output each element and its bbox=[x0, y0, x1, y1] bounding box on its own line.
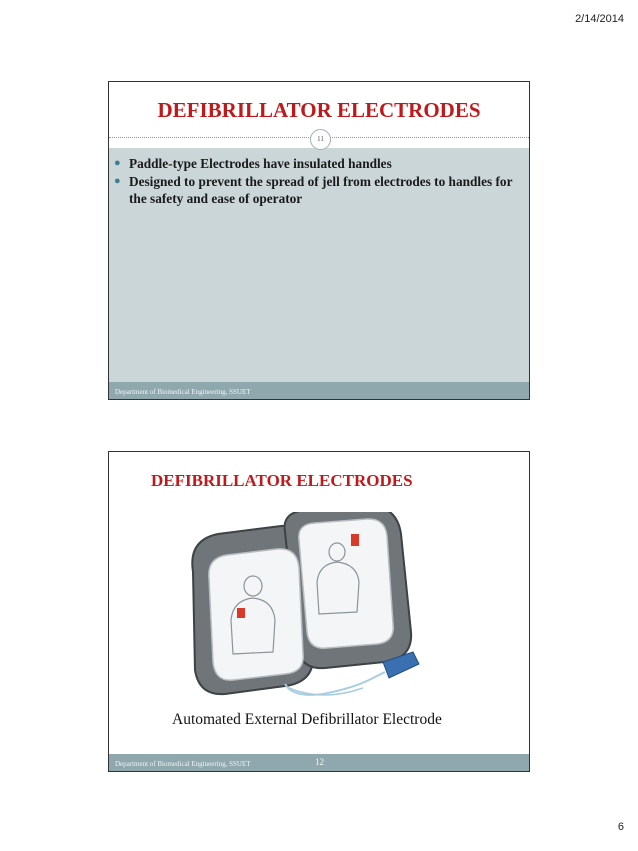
slide-title: DEFIBRILLATOR ELECTRODES bbox=[151, 471, 413, 490]
bullet-circle-icon: ● bbox=[114, 157, 121, 169]
bullet-text: Designed to prevent the spread of jell from electrodes to handles for the safety and ease of operator bbox=[129, 174, 513, 206]
bullet-circle-icon: ● bbox=[114, 175, 121, 187]
bullet-text: Paddle-type Electrodes have insulated handles bbox=[129, 156, 392, 171]
print-date: 2/14/2014 bbox=[575, 13, 624, 25]
slide-number-badge: 11 bbox=[310, 129, 331, 150]
page-number: 6 bbox=[617, 821, 624, 833]
aed-electrode-pads-photo bbox=[173, 512, 423, 702]
bullet-item bbox=[113, 155, 513, 172]
bullet-item bbox=[113, 173, 513, 207]
image-caption: Automated External Defibrillator Electrode bbox=[172, 711, 442, 728]
slide-title: DEFIBRILLATOR ELECTRODES bbox=[157, 98, 481, 122]
bullet-list bbox=[113, 155, 513, 208]
slide-11 bbox=[108, 81, 530, 400]
slide-number: 12 bbox=[315, 757, 324, 767]
slide-12 bbox=[108, 451, 530, 772]
slide-footer-text: Department of Biomedical Engineering, SSUET bbox=[115, 760, 251, 768]
slide-footer-text: Department of Biomedical Engineering, SSUET bbox=[115, 388, 251, 396]
